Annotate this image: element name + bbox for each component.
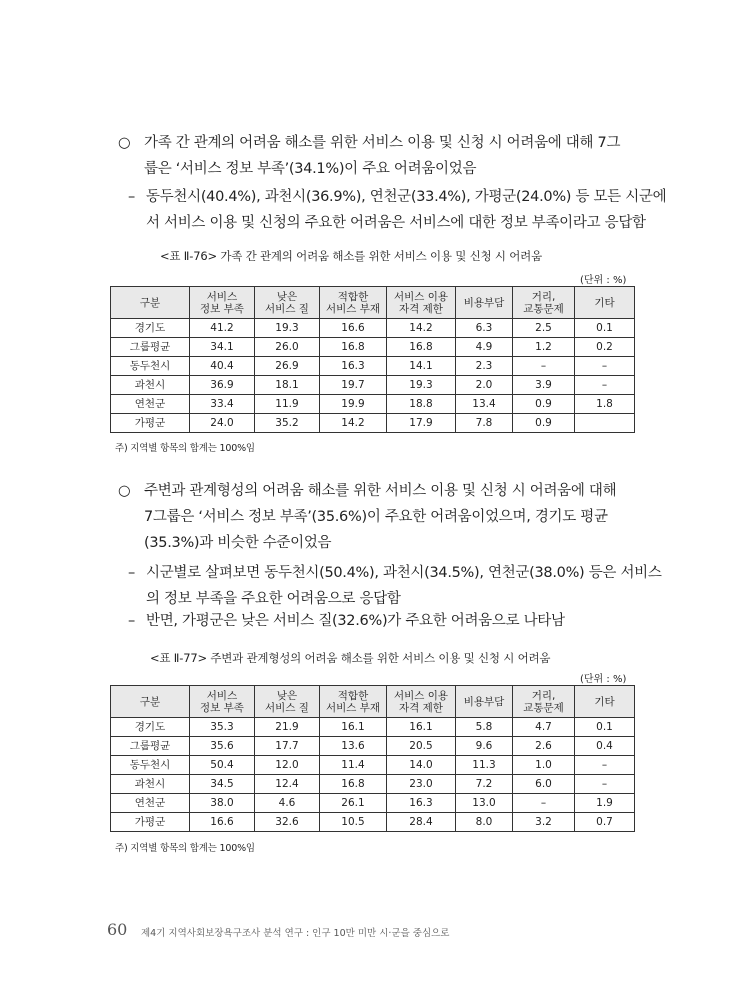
value-cell: – [513, 357, 575, 376]
table-header-cell: 거리, 교통문제 [513, 287, 575, 319]
value-cell: 13.4 [456, 395, 513, 414]
value-cell: 0.1 [575, 319, 635, 338]
value-cell: 3.2 [513, 813, 575, 832]
table-row [111, 756, 635, 775]
value-cell: 2.0 [456, 376, 513, 395]
value-cell: 16.8 [320, 775, 387, 794]
value-cell: – [575, 376, 635, 395]
paragraph-line: 의 정보 부족을 주요한 어려움으로 응답함 [146, 591, 401, 607]
value-cell: 1.9 [575, 794, 635, 813]
region-cell: 경기도 [111, 718, 190, 737]
running-footer-title: 제4기 지역사회보장욕구조사 분석 연구 : 인구 10만 미만 시·군을 중심으로 [141, 928, 450, 939]
value-cell: 10.5 [320, 813, 387, 832]
value-cell: 28.4 [387, 813, 456, 832]
region-cell: 동두천시 [111, 357, 190, 376]
value-cell: 7.8 [456, 414, 513, 433]
table-row [111, 319, 635, 338]
table-caption: <표 Ⅱ-76> 가족 간 관계의 어려움 해소를 위한 서비스 이용 및 신청 시 어려움 [160, 249, 542, 263]
value-cell: 19.3 [387, 376, 456, 395]
value-cell: 7.2 [456, 775, 513, 794]
value-cell: 38.0 [190, 794, 255, 813]
value-cell: 0.9 [513, 395, 575, 414]
value-cell: 19.7 [320, 376, 387, 395]
paragraph-line: 주변과 관계형성의 어려움 해소를 위한 서비스 이용 및 신청 시 어려움에 대해 [144, 483, 617, 499]
table-header-cell: 기타 [575, 686, 635, 718]
value-cell: 0.7 [575, 813, 635, 832]
table-row [111, 794, 635, 813]
section1-bullet [118, 130, 638, 182]
value-cell: 40.4 [190, 357, 255, 376]
section2-bullet [118, 478, 638, 556]
value-cell: 4.9 [456, 338, 513, 357]
table-row [111, 737, 635, 756]
value-cell: 20.5 [387, 737, 456, 756]
value-cell: – [513, 794, 575, 813]
table-header-cell: 비용부담 [456, 287, 513, 319]
page-number: 60 [107, 920, 128, 939]
value-cell: 23.0 [387, 775, 456, 794]
dash-bullet: – [128, 613, 135, 629]
region-cell: 경기도 [111, 319, 190, 338]
region-cell: 가평군 [111, 414, 190, 433]
table-header-cell: 낮은 서비스 질 [255, 287, 320, 319]
value-cell: 17.9 [387, 414, 456, 433]
circle-bullet: ○ [118, 483, 131, 499]
value-cell: 0.4 [575, 737, 635, 756]
value-cell: 16.8 [320, 338, 387, 357]
region-cell: 과천시 [111, 376, 190, 395]
value-cell: 9.6 [456, 737, 513, 756]
table-header-cell: 구분 [111, 686, 190, 718]
table-header-row [111, 287, 635, 319]
value-cell: 2.3 [456, 357, 513, 376]
value-cell: 4.6 [255, 794, 320, 813]
section1-dash [128, 184, 667, 236]
section2-dash-2 [128, 608, 638, 634]
paragraph-line: 동두천시(40.4%), 과천시(36.9%), 연천군(33.4%), 가평군(24.0%) 등 모든 시군에 [146, 189, 667, 205]
value-cell: – [575, 756, 635, 775]
value-cell: 1.8 [575, 395, 635, 414]
circle-bullet: ○ [118, 135, 131, 151]
value-cell: 16.1 [387, 718, 456, 737]
table-caption: <표 Ⅱ-77> 주변과 관계형성의 어려움 해소를 위한 서비스 이용 및 신청 시 어려움 [150, 651, 551, 665]
value-cell: 17.7 [255, 737, 320, 756]
value-cell: 13.0 [456, 794, 513, 813]
value-cell: 18.1 [255, 376, 320, 395]
paragraph-line: 가족 간 관계의 어려움 해소를 위한 서비스 이용 및 신청 시 어려움에 대해 7그 [144, 135, 621, 151]
table-header-cell: 적합한 서비스 부재 [320, 287, 387, 319]
table-header-cell: 구분 [111, 287, 190, 319]
value-cell: 11.4 [320, 756, 387, 775]
value-cell: 34.1 [190, 338, 255, 357]
value-cell: 6.0 [513, 775, 575, 794]
table-header-cell: 서비스 이용 자격 제한 [387, 287, 456, 319]
table-row [111, 718, 635, 737]
value-cell: 4.7 [513, 718, 575, 737]
table-header-cell: 비용부담 [456, 686, 513, 718]
value-cell: 14.2 [387, 319, 456, 338]
value-cell: 11.3 [456, 756, 513, 775]
value-cell: 0.2 [575, 338, 635, 357]
value-cell: 11.9 [255, 395, 320, 414]
value-cell: 24.0 [190, 414, 255, 433]
table-row [111, 338, 635, 357]
value-cell: 32.6 [255, 813, 320, 832]
value-cell: 33.4 [190, 395, 255, 414]
region-cell: 연천군 [111, 794, 190, 813]
value-cell: – [575, 357, 635, 376]
region-cell: 가평군 [111, 813, 190, 832]
table-note: 주) 지역별 항목의 합계는 100%임 [115, 843, 255, 854]
value-cell: 1.2 [513, 338, 575, 357]
value-cell: 16.8 [387, 338, 456, 357]
value-cell [575, 414, 635, 433]
value-cell: – [575, 775, 635, 794]
table-row [111, 775, 635, 794]
value-cell: 35.6 [190, 737, 255, 756]
table-unit: (단위 : %) [580, 674, 627, 685]
table-note: 주) 지역별 항목의 합계는 100%임 [115, 443, 255, 454]
value-cell: 13.6 [320, 737, 387, 756]
region-cell: 연천군 [111, 395, 190, 414]
value-cell: 12.0 [255, 756, 320, 775]
region-cell: 그룹평균 [111, 737, 190, 756]
section2-dash-1 [128, 560, 662, 612]
value-cell: 18.8 [387, 395, 456, 414]
value-cell: 14.0 [387, 756, 456, 775]
value-cell: 36.9 [190, 376, 255, 395]
table-header-cell: 서비스 정보 부족 [190, 287, 255, 319]
value-cell: 14.1 [387, 357, 456, 376]
dash-bullet: – [128, 565, 135, 581]
table-unit: (단위 : %) [580, 275, 627, 286]
table-row [111, 395, 635, 414]
value-cell: 16.3 [320, 357, 387, 376]
table-row [111, 414, 635, 433]
paragraph-line: 서 서비스 이용 및 신청의 주요한 어려움은 서비스에 대한 정보 부족이라고 응답함 [146, 215, 646, 231]
data-table-2 [110, 685, 635, 832]
value-cell: 3.9 [513, 376, 575, 395]
value-cell: 0.1 [575, 718, 635, 737]
table-header-cell: 낮은 서비스 질 [255, 686, 320, 718]
table-header-cell: 서비스 정보 부족 [190, 686, 255, 718]
table-header-cell: 적합한 서비스 부재 [320, 686, 387, 718]
value-cell: 19.3 [255, 319, 320, 338]
value-cell: 6.3 [456, 319, 513, 338]
table-header-row [111, 686, 635, 718]
value-cell: 35.3 [190, 718, 255, 737]
value-cell: 34.5 [190, 775, 255, 794]
value-cell: 16.6 [320, 319, 387, 338]
paragraph-line: 룹은 ‘서비스 정보 부족’(34.1%)이 주요 어려움이었음 [144, 161, 477, 177]
value-cell: 26.0 [255, 338, 320, 357]
value-cell: 35.2 [255, 414, 320, 433]
paragraph-line: 7그룹은 ‘서비스 정보 부족’(35.6%)이 주요한 어려움이었으며, 경기도 평균 [144, 509, 608, 525]
value-cell: 12.4 [255, 775, 320, 794]
table-row [111, 376, 635, 395]
region-cell: 동두천시 [111, 756, 190, 775]
value-cell: 2.5 [513, 319, 575, 338]
value-cell: 16.1 [320, 718, 387, 737]
table-header-cell: 거리, 교통문제 [513, 686, 575, 718]
paragraph-line: 시군별로 살펴보면 동두천시(50.4%), 과천시(34.5%), 연천군(38.0%) 등은 서비스 [146, 565, 662, 581]
dash-bullet: – [128, 189, 135, 205]
value-cell: 8.0 [456, 813, 513, 832]
table-header-cell: 기타 [575, 287, 635, 319]
value-cell: 1.0 [513, 756, 575, 775]
value-cell: 21.9 [255, 718, 320, 737]
value-cell: 50.4 [190, 756, 255, 775]
value-cell: 5.8 [456, 718, 513, 737]
region-cell: 과천시 [111, 775, 190, 794]
value-cell: 2.6 [513, 737, 575, 756]
table-row [111, 813, 635, 832]
table-row [111, 357, 635, 376]
value-cell: 16.3 [387, 794, 456, 813]
value-cell: 26.9 [255, 357, 320, 376]
paragraph-line: (35.3%)과 비슷한 수준이었음 [144, 535, 332, 551]
data-table-1 [110, 286, 635, 433]
value-cell: 19.9 [320, 395, 387, 414]
value-cell: 14.2 [320, 414, 387, 433]
value-cell: 16.6 [190, 813, 255, 832]
paragraph-line: 반면, 가평군은 낮은 서비스 질(32.6%)가 주요한 어려움으로 나타남 [146, 613, 565, 629]
value-cell: 41.2 [190, 319, 255, 338]
value-cell: 26.1 [320, 794, 387, 813]
value-cell: 0.9 [513, 414, 575, 433]
table-header-cell: 서비스 이용 자격 제한 [387, 686, 456, 718]
region-cell: 그룹평균 [111, 338, 190, 357]
